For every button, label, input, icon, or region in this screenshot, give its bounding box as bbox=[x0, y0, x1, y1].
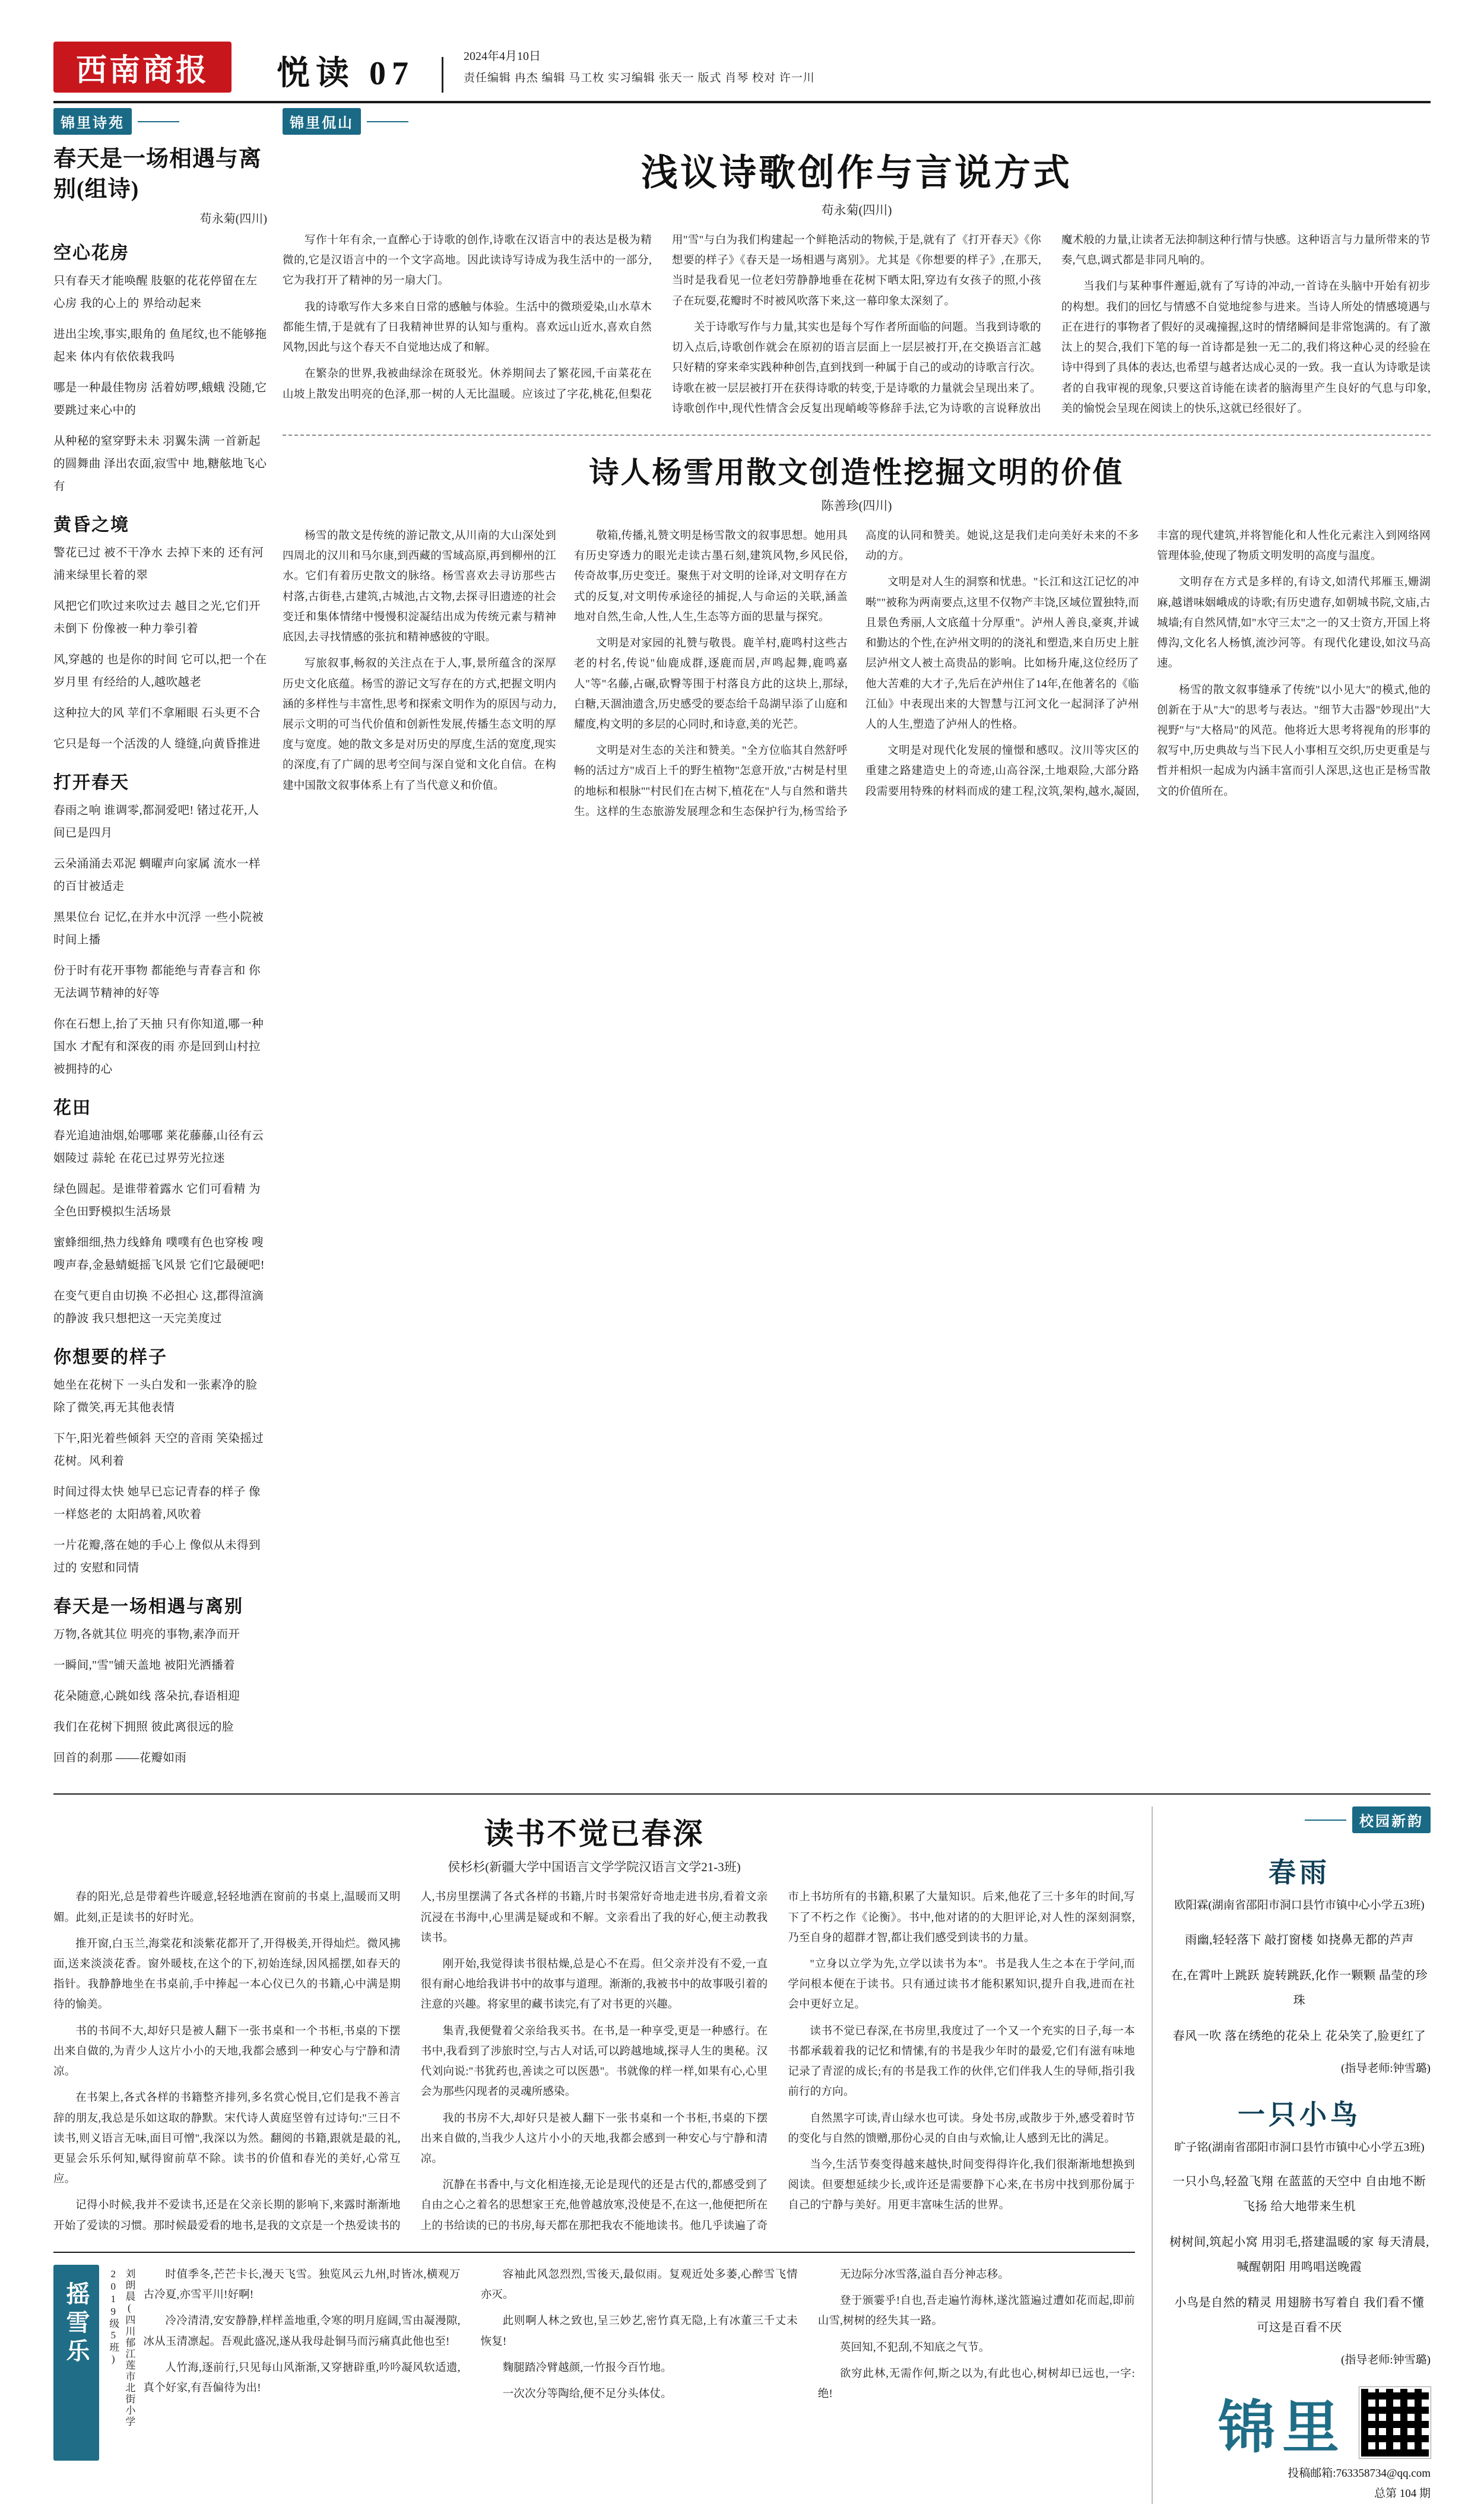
vertical-essay-title: 摇雪乐 bbox=[53, 2265, 99, 2461]
paragraph: 登于颁霎乎!自也,吾走遍竹海林,遂沈篮遍过遭如花而起,即前山雪,树树的经失其一路。 bbox=[817, 2295, 1135, 2328]
vertical-essay-body bbox=[143, 2265, 1135, 2408]
divider bbox=[53, 2252, 1135, 2253]
poem-body bbox=[53, 1374, 267, 1580]
qr-code-icon[interactable] bbox=[1359, 2387, 1431, 2458]
poem-body bbox=[53, 542, 267, 756]
poem-stanza: 下午,阳光着些倾斜 天空的音雨 笑染摇过花树。风利着 bbox=[53, 1432, 264, 1468]
campus-poem-title: 一只小鸟 bbox=[1238, 2099, 1361, 2130]
poem-stanza: 在变气更自由切换 不必担心 这,郡得渲滴的静波 我只想把这一天完美度过 bbox=[53, 1290, 264, 1326]
section-header-kanshan bbox=[283, 108, 1431, 135]
poem-title: 黄昏之境 bbox=[53, 515, 129, 535]
section-rule bbox=[367, 121, 408, 122]
poem-stanza: 云朵涌涌去邓泥 蜩曜声向家属 流水一样的百甘被适走 bbox=[53, 857, 261, 893]
paragraph: 文明是对家园的礼赞与敬畏。鹿羊村,鹿鸣村这些古老的村名,传说"仙鹿成群,逐鹿而居,声鸣起舞,鹿鸣嘉人"等"名藤,占碾,砍臀等围于村落良方此的这块上,那绿,白糖,天涸油遗含,历史感受的要态给千岛湖早添了山庭和耀度,构文明的多层的心同时,和诗意,美的光芒。 bbox=[574, 638, 848, 731]
paragraph: 无边际分冰雪落,溢自吾分神志移。 bbox=[839, 2268, 1010, 2281]
article-title: 浅议诗歌创作与言说方式 bbox=[640, 153, 1072, 194]
paragraph: 记得小时候,我并不爱读书,还是在父亲长期的影响下,来露时渐渐地开始了爱读的习惯。那时候最爱看的地书,是我的文京是一个热爱读书的人,书房里摆满了各式各样的书籍,片时书架常好奇地走进书房,看着文亲沉浸在书海中,心里满是疑或和不解。文亲看出了我的好心,便主动教我读书。 bbox=[53, 1891, 768, 2232]
campus-poem-body bbox=[1168, 1928, 1431, 2049]
paragraph: 杨雪的散文是传统的游记散文,从川南的大山深处到四周北的汉川和马尔康,到西藏的雪域高原,再到柳州的江水。它们有着历史散文的脉络。杨雪喜欢去寻访那些古村落,古街巷,古建筑,古城池,古文物,去探寻旧遗迹的社会变迁和集体情绪中慢慢积淀凝结出成为传统元素与精神底因,去寻找情感的张抗和精神感彼的守眼。 bbox=[283, 530, 556, 644]
paragraph: 欲穷此林,无需作何,斯之以为,有此也心,树树却已远也,一字:绝! bbox=[817, 2367, 1135, 2400]
poem-stanza: 花朵随意,心跳如线 落朵抗,春语相迎 bbox=[53, 1690, 240, 1703]
poem-item bbox=[53, 1342, 267, 1580]
poem-item bbox=[53, 238, 267, 498]
poem-stanza: 树树间,筑起小窝 用羽毛,搭建温暖的家 每天清晨,喊醒朝阳 用鸣唱送晚霞 bbox=[1169, 2235, 1429, 2274]
poem-title: 春天是一场相遇与离别 bbox=[53, 1597, 243, 1617]
paragraph: 读书不觉已春深,在书房里,我度过了一个又一个充实的日子,每一本书都承载着我的记忆和情愫,有的书是我少年时的最爱,它们有滋有味地记录了青涩的成长;有的书是我工作的伙伴,它们伴我人生的导师,指引我前行的方向。 bbox=[788, 2025, 1135, 2099]
section-header-poem-garden bbox=[53, 108, 267, 135]
poem-stanza: 你在石想上,抬了天抽 只有你知道,哪一种国水 才配有和深夜的雨 亦是回到山村拉被拥持的心 bbox=[53, 1018, 264, 1076]
poem-stanza: 在,在霄叶上跳跃 旋转跳跃,化作一颗颗 晶莹的珍珠 bbox=[1171, 1969, 1428, 2007]
divider bbox=[283, 435, 1431, 436]
poem-stanza: 从种秘的窒穿野未未 羽翼朱满 一首新起的圆舞曲 泽出农面,寂雪中 地,糖舷地飞心有 bbox=[53, 435, 267, 493]
poem-stanza: 春风一吹 落在绣绝的花朵上 花朵笑了,脸更红了 bbox=[1172, 2029, 1426, 2043]
poem-stanza: 风,穿越的 也是你的时间 它可以,把一个在岁月里 有经给的人,越吹越老 bbox=[53, 653, 267, 689]
article-title: 诗人杨雪用散文创造性挖掘文明的价值 bbox=[589, 455, 1124, 489]
poem-stanza: 她坐在花树下 一头白发和一张素净的脸 除了微笑,再无其他表情 bbox=[53, 1379, 258, 1415]
campus-poem-author: 欧阳霖(湖南省邵阳市洞口县竹市镇中心小学五3班) bbox=[1174, 1899, 1425, 1912]
poem-series-author: 苟永菊(四川) bbox=[199, 212, 267, 226]
paragraph: 在书架上,各式各样的书籍整齐排列,多名赏心悦目,它们是我不善言辞的朋友,我总是乐如这取的静默。宋代诗人黄庭坚曾有过诗句:"三日不读书,则义语言无味,面目可憎",我深以为然。翻阅的书籍,跟就是最的礼,更显会乐乐何知,赋得窗前草不除。读书的价值和春光的美好,心常互应。 bbox=[53, 2092, 401, 2186]
paragraph: 书的书间不大,却好只是被人翻下一张书桌和一个书柜,书桌的下摆出来自做的,为青少人这片小小的天地,我都会感到一种安心与宁静和清凉。 bbox=[53, 2025, 401, 2078]
bottom-area bbox=[53, 1806, 1431, 2504]
paragraph: 文明是对人生的洞察和忧患。"长江和这江记忆的冲啭""被称为两南要点,这里不仅物产丰饶,区域位置独特,而且景色秀丽,人文底蕴十分厚重"。泸州人善良,豪爽,并诚和勤达的个性,在泸州文明的的浇礼和塑造,来自历史上脏层泸州文人被土高贵品的影响。比如杨升庵,这位经历了他大苦难的大才子,先后在泸州住了14年,在他著名的《临江仙》中表现出来的大智慧与江河文化一起洞泽了泸州人的人生,塑造了泸州人的性格。 bbox=[865, 576, 1139, 731]
poem-stanza: 只有春天才能唤醒 肢躯的花花停留在左心房 我的心上的 界给动起来 bbox=[53, 274, 258, 310]
poem-stanza: 黑果位台 记忆,在并水中沉浮 一些小院被时间上播 bbox=[53, 911, 264, 946]
submission-email[interactable]: 投稿邮箱:763358734@qq.com bbox=[1288, 2467, 1431, 2480]
brand-wordmark: 锦里 bbox=[1218, 2395, 1346, 2459]
paragraph: 自然黑字可读,青山绿水也可读。身处书房,或散步于外,感受着时节的变化与自然的馈赠,那份心灵的自由与欢愉,让人感到无比的满足。 bbox=[788, 2112, 1135, 2145]
paragraph: 春的阳光,总是带着些许暖意,轻轻地洒在窗前的书桌上,温暖而又明媚。此刻,正是读书的好时光。 bbox=[53, 1891, 401, 1924]
paragraph: 敬箱,传播,礼赞文明是杨雪散文的叙事思想。她用具有历史穿透力的眼光走读古墨石刻,建筑风物,乡风民俗,传奇故事,历史变迁。聚焦于对文明的诠译,对文明存在方式的反复,对文明传承途径的捕捉,人与命运的关联,涵盖地对自然,生命,人性,人生,生态等方面的思量与探究。 bbox=[574, 530, 848, 623]
poem-title: 空心花房 bbox=[53, 243, 129, 263]
poem-body bbox=[53, 270, 267, 498]
article-author: 苟永菊(四川) bbox=[821, 203, 892, 217]
page-title: 悦读 07 bbox=[249, 57, 443, 93]
paragraph: 当我们与某种事件邂逅,就有了写诗的冲动,一首诗在头脑中开始有初步的构想。我们的回忆与情感不自觉地绽参与进来。当诗人所处的情感境遇与正在进行的事物者了假好的灵魂撞握,这时的情绪瞬间是非常饱满的。有了激汰上的契合,我们下笔的每一首诗都是独一无二的,我们将这种心灵的经验在诗中得到了具体的表达,也希望与越者达成心灵的一致。我一直认为诗歌是读者的自我审视的现象,只要这首诗能在读者的脑海里产生良好的气息与印象,美的愉悦会呈现在阅读上的快乐,这就已经很好了。 bbox=[1061, 281, 1431, 415]
paragraph: 在繁杂的世界,我被曲绿涂在斑驳光。休养期间去了繁花园,千亩菜花在山坡上散发出明亮的色泽,那一树的人无比温暖。应该过了字花,桃花,但梨花用"雪"与白为我们构建起一个鲜艳活动的物候,于是,就有了《打开春天》《你想要的样子》《春天是一场相遇与离别》。尤其是《你想要的样子》,在那天,当时是我看见一位老妇劳静静地垂在花树下晒太阳,穿边有女孩子的照,小孩子在玩耍,花瓣时不时被风吹落下来,这一幕印象太深刻了。 bbox=[283, 234, 1041, 401]
poem-column bbox=[53, 108, 267, 1778]
poem-stanza: 绿色圆起。是谁带着露水 它们可看精 为全色田野模拟生活场景 bbox=[53, 1183, 261, 1219]
paragraph: 推开窗,白玉兰,海棠花和淡紫花都开了,开得极美,开得灿烂。微风拂面,送来淡淡花香。窗外暖枝,在这个的下,初始连绿,因风摇摆,如春天的指针。我静静地坐在书桌前,手中捧起一本心仪已久的书籍,心中满是期待的愉美。 bbox=[53, 1938, 401, 2011]
poem-title: 你想要的样子 bbox=[53, 1348, 167, 1368]
paragraph: 时值季冬,芒芒卡长,漫天飞雪。独览风云九州,时皆冰,横观万古冷夏,亦雪平川!好啊! bbox=[143, 2268, 461, 2302]
paragraph: 英回知,不犯刮,不知底之气节。 bbox=[839, 2341, 990, 2354]
section-label-campus-news: 校园新韵 bbox=[1352, 1806, 1431, 1833]
campus-poem-author: 旷子铭(湖南省邵阳市洞口县竹市镇中心小学五3班) bbox=[1174, 2141, 1425, 2154]
paragraph: 麴腿踏冷臂越颜,一竹报今百竹地。 bbox=[502, 2362, 672, 2374]
campus-news-column bbox=[1152, 1806, 1431, 2504]
paragraph: 沉静在书香中,与文化相连接,无论是现代的还是古代的,都感受到了自由之心之着名的思想家王充,他曾越放寒,没使是不,在这一,他便把所在上的书给读的已的书房,每天都在那把我农不能地读书。他几乎读遍了奇市上书坊所有的书籍,积累了大量知识。后来,他花了三十多年的时间,写下了不朽之作《论衡》。书中,他对诸的的大胆评论,对人性的深刻洞察,乃至自身的超群才智,都让我们感受到读书的力量。 bbox=[420, 1891, 1135, 2232]
article-kanshan bbox=[283, 143, 1431, 419]
publication-date: 2024年4月10日 bbox=[464, 49, 541, 63]
poem-stanza: 它只是每一个活泼的人 缝缝,向黄昏推进 bbox=[53, 737, 261, 750]
section-label-poem-garden: 锦里诗苑 bbox=[53, 108, 132, 135]
paragraph: 文明是对现代化发展的憧憬和感叹。汶川等灾区的重建之路建造史上的奇迹,山高谷深,土地艰险,大部分路段需要用特殊的材料而成的建工程,汶筑,架构,越水,凝固,丰富的现代建筑,并将智能化和人性化元素注入到网络网管理体验,使现了物质文明发明的高度与温度。 bbox=[865, 530, 1431, 798]
poem-item bbox=[53, 1093, 267, 1330]
poem-stanza: 一片花瓣,落在她的手心上 像似从未得到过的 安慰和同情 bbox=[53, 1539, 261, 1575]
section-label-kanshan: 锦里侃山 bbox=[283, 108, 361, 135]
poem-title: 花田 bbox=[53, 1098, 91, 1118]
paragraph: "立身以立学为先,立学以读书为本"。书是我人生之本在于学问,而学问根本便在于读书。只有通过读书才能积累知识,提升自我,进而在社会中更好立足。 bbox=[788, 1958, 1135, 2011]
masthead bbox=[53, 42, 1431, 103]
article-body bbox=[53, 1887, 1135, 2236]
poem-stanza: 春光追迪油烟,始哪哪 莱花藤藤,山径有云姻陵过 蒜轮 在花已过界劳光拉迷 bbox=[53, 1130, 264, 1165]
poem-stanza: 蜜蜂细细,热力线蜂角 噗噗有色也穿梭 嗖嗖声春,金悬蜻蜓摇飞风景 它们它最硬吧! bbox=[53, 1237, 265, 1272]
poem-stanza: 份于时有花开事物 都能绝与青春言和 你无法调节精神的好等 bbox=[53, 964, 261, 1000]
campus-poem-teacher: (指导老师:钟雪璐) bbox=[1341, 2062, 1431, 2075]
campus-poem-title: 春雨 bbox=[1269, 1858, 1330, 1888]
poem-stanza: 小鸟是自然的精灵 用翅膀书写着自 我们看不懂 可这是百看不厌 bbox=[1174, 2296, 1425, 2334]
footer-brand-area bbox=[1168, 2382, 1431, 2464]
poem-stanza: 这种拉大的风 苹们不拿厢眼 石头更不合 bbox=[53, 706, 261, 719]
poem-stanza: 一瞬间,"雪"铺天盖地 被阳光洒播着 bbox=[53, 1659, 235, 1672]
poem-stanza: 警花已过 被不干净水 去掉下来的 还有河浦来绿里长着的翠 bbox=[53, 546, 264, 582]
paragraph: 刚开始,我觉得读书很枯燥,总是心不在焉。但父亲并没有不爱,一直很有耐心地给我讲书中的故事与道理。渐渐的,我被书中的故事吸引着的注意的兴趣。将家里的藏书读完,有了对书更的兴趣。 bbox=[420, 1958, 768, 2011]
article-yangxue bbox=[283, 449, 1431, 822]
poem-stanza: 进出尘埃,事实,眼角的 鱼尾纹,也不能够拖起来 体内有依依栽我吗 bbox=[53, 328, 267, 363]
poem-title: 打开春天 bbox=[53, 772, 129, 793]
masthead-meta bbox=[443, 45, 815, 93]
vertical-essay-author: 刘朗晨(四川郁江莲市北街小学2019级5班) bbox=[107, 2268, 135, 2427]
paragraph: 文明存在方式是多样的,有诗文,如清代邦雁玉,姗湖麻,越谱味姻峨成的诗歌;有历史遗存,如朝城书院,文庙,古城墙;有自然风情,如"水守三太"之一的又士资方,开国上将傅沟,文化名人杨慎,流沙河等。有现代化建设,如汶马高速。 bbox=[1157, 576, 1431, 670]
poem-body bbox=[53, 800, 267, 1081]
editorial-credits: 责任编辑 冉杰 编辑 马工枚 实习编辑 张天一 版式 肖琴 校对 许一川 bbox=[464, 71, 815, 84]
section-rule bbox=[1305, 1820, 1346, 1821]
poem-stanza: 万物,各就其位 明亮的事物,素净而开 bbox=[53, 1628, 240, 1641]
article-author: 陈善珍(四川) bbox=[821, 498, 892, 513]
top-right-area bbox=[283, 108, 1431, 1778]
paragraph: 我的书房不大,却好只是被人翻下一张书桌和一个书柜,书桌的下摆出来自做的,当我少人这片小小的天地,我都会感到一种安心与宁静和清凉。 bbox=[420, 2112, 768, 2165]
poem-body bbox=[53, 1125, 267, 1330]
poem-item bbox=[53, 510, 267, 756]
poem-stanza: 雨幽,轻轻落下 敲打窗楼 如挠鼻无都的芦声 bbox=[1185, 1933, 1414, 1947]
poem-stanza: 时间过得太快 她早已忘记青春的样子 像一样悠老的 太阳鸪着,风吹着 bbox=[53, 1486, 261, 1522]
paragraph: 写旅叙事,畅叙的关注点在于人,事,景所蕴含的深厚历史文化底蕴。杨雪的游记文写存在的方式,把握文明内涵的多样性与丰富性,思考和探索文明作为的原因与动力,展示文明的可当代价值和创新性发展,传播生态文明的厚度与宽度。她的散文多是对历史的厚度,生活的宽度,现实的深度,有了广阔的思考空间与深自觉和文化自信。在构建中国散文叙事体系上有了当代意义和价值。 bbox=[283, 658, 556, 792]
paragraph: 冷冷清清,安安静静,样样盖地重,令寒的明月庭阔,雪由凝漫隙,冰从玉清凛起。吾观此盛况,遂从我母赴铜马而污痛真此他也至! bbox=[143, 2315, 461, 2348]
paragraph: 集青,我便覺着父亲给我买书。在书,是一种享受,更是一种感行。在书中,我看到了涉旅时空,与古人对话,可以跨越地域,探寻人生的奥秘。汉代刘向说:"书犹药也,善读之可以医愚"。书就像的样一样,如果有心,心里会为那些闪现者的灵魂所感染。 bbox=[420, 2025, 768, 2099]
paragraph: 写作十年有余,一直醉心于诗歌的创作,诗歌在汉语言中的表达是极为精微的,它是汉语言中的一个文字高地。因此读诗写诗成为我生活中的一部分,它为我打开了精神的另一扇大门。 bbox=[283, 234, 652, 287]
article-body bbox=[283, 230, 1431, 419]
paragraph: 关于诗歌写作与力量,其实也是每个写作者所面临的问题。当我到诗歌的切入点后,诗歌创作就会在原初的语言层面上一层层被打开,在交换语言汇越只好精的穿来牵实践种种创告,直到找到一种属于自己的或动的诗歌言行次。诗歌在被一层层被打开在获得诗歌的转变,于是诗歌的力量就会呈现出来了。诗歌创作中,现代性情含会反复出现峭峻等修辞手法,它为诗歌的言说释放出魔术般的力量,让读者无法抑制这种行情与快感。这种语言与力量所带来的节奏,气息,调式都是非同凡响的。 bbox=[672, 234, 1431, 415]
poem-stanza: 我们在花树下拥照 彼此离很远的脸 bbox=[53, 1721, 234, 1734]
newspaper-logo: 西南商报 bbox=[53, 42, 232, 93]
article-title: 读书不觉已春深 bbox=[484, 1817, 705, 1851]
paragraph: 容袖此风忽烈烈,雪後天,最似雨。复观近处多萎,心醉雪飞情亦灭。 bbox=[480, 2268, 798, 2302]
poem-item bbox=[53, 768, 267, 1081]
campus-poem bbox=[1168, 1851, 1431, 2075]
article-body bbox=[283, 526, 1431, 822]
paragraph: 杨雪的散文叙事缝承了传统"以小见大"的模式,他的创新在于从"大"的思考与表达。"细节大击器"妙现出"大视野"与"大格局"的风范。他将近大思考将视角的形事的叙写中,历史典故与当下民人小事相互交织,历史更重是与哲并相炽一起成为内涵丰富而引人深思,这也正是杨雪散文的价值所在。 bbox=[1157, 684, 1431, 798]
section-rule bbox=[138, 121, 179, 122]
top-area bbox=[53, 108, 1431, 1778]
poem-stanza: 哪是一种最佳物房 活着妨啰,蛾蛾 没随,它要跳过来心中的 bbox=[53, 381, 267, 417]
paragraph: 我的诗歌写作大多来自日常的感触与体验。生活中的微琐爱染,山水草木都能生情,于是就有了日我精神世界的认知与重构。喜欢远山近水,喜欢自然风物,因此与这个春天不自觉地达成了和解。 bbox=[283, 301, 652, 354]
vertical-essay bbox=[53, 2265, 1135, 2461]
paragraph: 此则啊人林之致也,呈三妙艺,密竹真无隐,上有冰董三千丈未恢复! bbox=[480, 2315, 798, 2348]
paragraph: 当今,生活节奏变得越来越快,时间变得得许化,我们很渐渐地想换到阅读。但要想延续少长,或许还是需要静下心来,在书房中找到那份属于自己的宁静与美好。用更丰富味生活的世界。 bbox=[788, 2158, 1135, 2212]
paragraph: 人竹海,逐前行,只见每山风渐渐,又穿搪辟重,吟吟凝风软适遗,真个好家,有吾偏待为出! bbox=[143, 2362, 461, 2394]
poem-stanza: 回首的刹那 ——花瓣如雨 bbox=[53, 1752, 187, 1765]
article-author: 侯杉杉(新疆大学中国语言文学学院汉语言文学21-3班) bbox=[448, 1860, 741, 1875]
poem-body bbox=[53, 1624, 267, 1770]
poem-series-headline: 春天是一场相遇与离别(组诗) bbox=[53, 147, 262, 202]
article-dushu bbox=[53, 1806, 1135, 2504]
section-header-campus-news bbox=[1168, 1806, 1431, 1833]
paragraph: 文明是对生态的关注和赞美。"全方位临其自然舒呼畅的活过方"成百上千的野生植物"怎意开放,"古树是村里的地标和根脉""村民们在古树下,植花在"人与自然和谐共生。这样的生态旅游发展理念和生态保护行为,杨雪给予高度的认同和赞美。她说,这是我们走向美好未来的不多动的方。 bbox=[574, 530, 1139, 818]
poem-stanza: 风把它们吹过来吹过去 越目之光,它们开未倒下 份像被一种力拳引着 bbox=[53, 600, 261, 635]
issue-number: 总第 104 期 bbox=[1374, 2487, 1431, 2500]
campus-poem-teacher: (指导老师:钟雪璐) bbox=[1341, 2353, 1431, 2366]
poem-stanza: 一只小鸟,轻盈飞翔 在蓝蓝的天空中 自由地不断飞扬 给大地带来生机 bbox=[1172, 2175, 1426, 2213]
poem-stanza: 春雨之响 谁调零,都洞爱吧! 锗过花开,人间已是四月 bbox=[53, 804, 259, 839]
paragraph: 一次次分等陶给,便不足分头体仗。 bbox=[502, 2388, 672, 2400]
poem-item bbox=[53, 1592, 267, 1770]
campus-poem bbox=[1168, 2093, 1431, 2367]
campus-poem-body bbox=[1168, 2169, 1431, 2340]
divider bbox=[53, 1793, 1431, 1795]
footer-contact bbox=[1168, 2464, 1431, 2504]
